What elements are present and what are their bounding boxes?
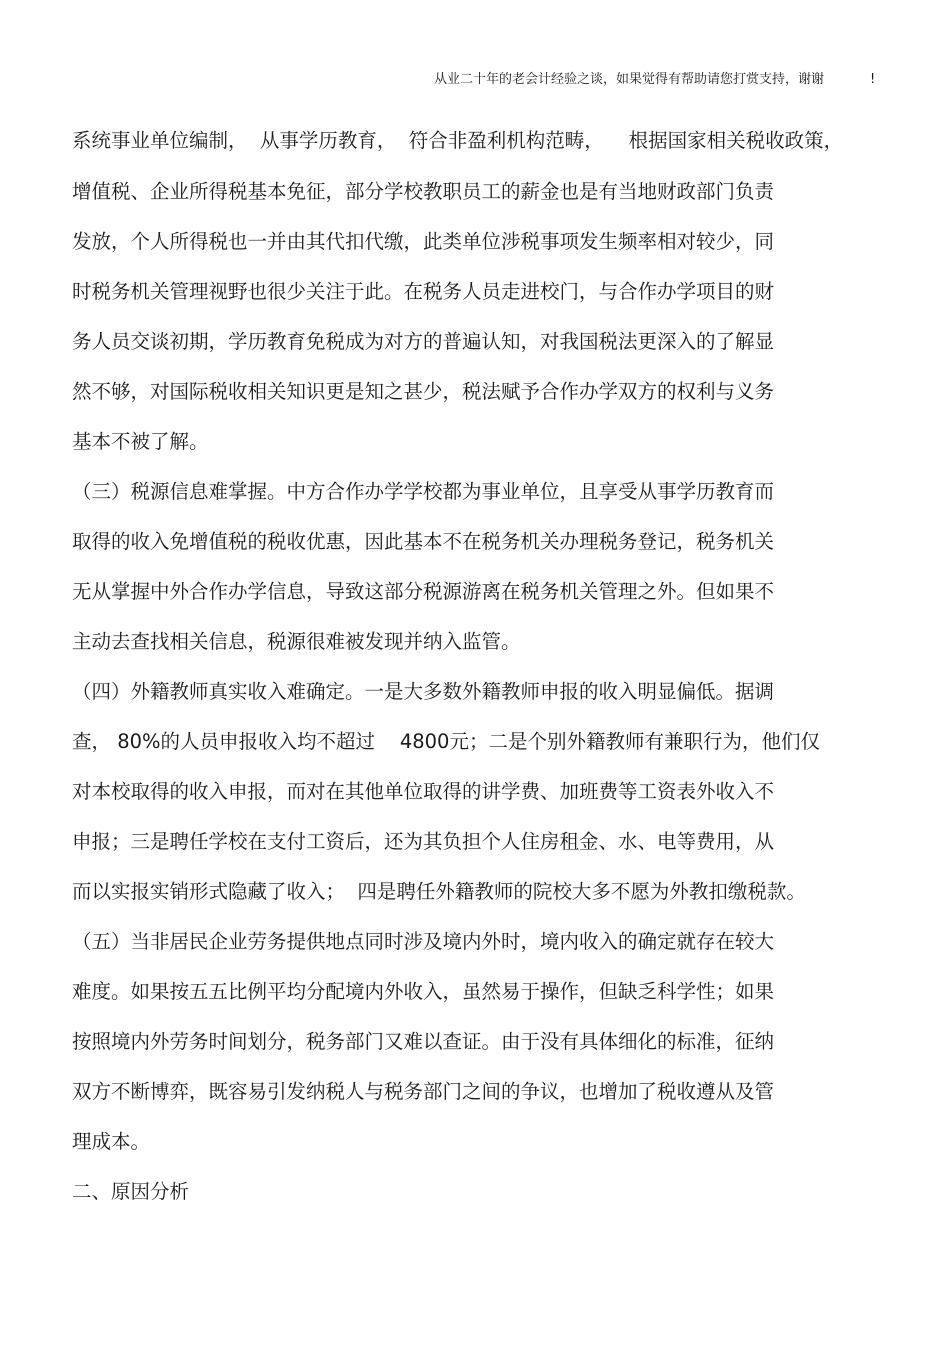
text-line: （五）当非居民企业劳务提供地点同时涉及境内外时，境内收入的确定就存在较大 xyxy=(72,930,775,953)
text-line: 务人员交谈初期，学历教育免税成为对方的普遍认知，对我国税法更深入的了解显 xyxy=(72,330,775,353)
section-heading: 二、原因分析 xyxy=(72,1180,190,1203)
text-line: 增值税、企业所得税基本免征，部分学校教职员工的薪金也是有当地财政部门负责 xyxy=(72,180,775,203)
text-line: 理成本。 xyxy=(72,1130,151,1153)
text-line: （三）税源信息难掌握。中方合作办学学校都为事业单位，且享受从事学历教育而 xyxy=(72,480,775,503)
text-line: 按照境内外劳务时间划分，税务部门又难以查证。由于没有具体细化的标准，征纳 xyxy=(72,1030,775,1053)
text-line: 系统事业单位编制， 从事学历教育， 符合非盈利机构范畴， 根据国家相关税收政策， xyxy=(72,129,844,152)
text-line: 无从掌握中外合作办学信息，导致这部分税源游离在税务机关管理之外。但如果不 xyxy=(72,580,775,603)
text-line: 双方不断博弈，既容易引发纳税人与税务部门之间的争议，也增加了税收遵从及管 xyxy=(72,1080,775,1103)
header-note-text: 从业二十年的老会计经验之谈，如果觉得有帮助请您打赏支持，谢谢 xyxy=(433,72,824,87)
text-line: 然不够，对国际税收相关知识更是知之甚少，税法赋予合作办学双方的权利与义务 xyxy=(72,380,775,403)
text-line: 查， 80%的人员申报收入均不超过 4800元；二是个别外籍教师有兼职行为，他们仅 xyxy=(72,730,820,753)
text-line: 发放，个人所得税也一并由其代扣代缴，此类单位涉税事项发生频率相对较少，同 xyxy=(72,230,775,253)
text-line: （四）外籍教师真实收入难确定。一是大多数外籍教师申报的收入明显偏低。据调 xyxy=(72,680,775,703)
text-line: 申报；三是聘任学校在支付工资后，还为其负担个人住房租金、水、电等费用，从 xyxy=(72,830,775,853)
text-line: 主动去查找相关信息，税源很难被发现并纳入监管。 xyxy=(72,630,521,653)
text-line: 基本不被了解。 xyxy=(72,430,209,453)
text-line: 而以实报实销形式隐藏了收入； 四是聘任外籍教师的院校大多不愿为外教扣缴税款。 xyxy=(72,880,806,903)
text-line: 对本校取得的收入申报，而对在其他单位取得的讲学费、加班费等工资表外收入不 xyxy=(72,780,775,803)
text-line: 时税务机关管理视野也很少关注于此。在税务人员走进校门，与合作办学项目的财 xyxy=(72,280,775,303)
header-note-mark: ! xyxy=(870,72,876,87)
text-line: 难度。如果按五五比例平均分配境内外收入，虽然易于操作，但缺乏科学性；如果 xyxy=(72,980,775,1003)
text-line: 取得的收入免增值税的税收优惠，因此基本不在税务机关办理税务登记，税务机关 xyxy=(72,530,775,553)
